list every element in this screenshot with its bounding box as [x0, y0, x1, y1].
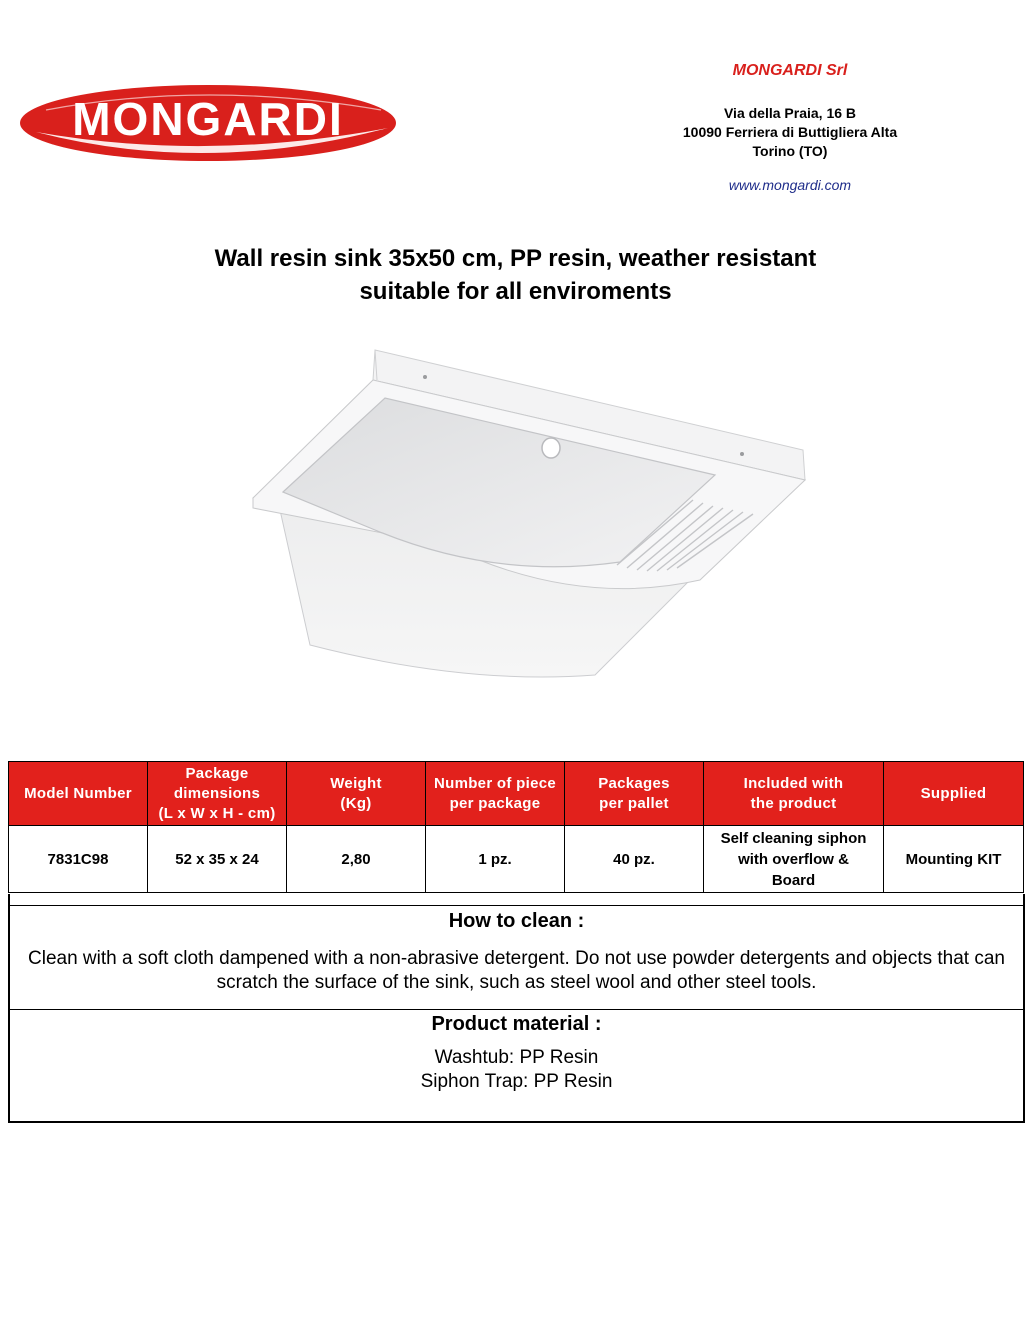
divider: [10, 1009, 1023, 1010]
spec-table: [8, 761, 1024, 893]
table-row: [9, 826, 1024, 893]
company-website-link[interactable]: www.mongardi.com: [728, 177, 852, 193]
how-to-clean-heading: How to clean :: [448, 910, 585, 932]
mongardi-logo: [16, 80, 406, 164]
logo-wordmark: MONGARDI: [72, 93, 344, 145]
cell-model-number: 7831C98: [9, 826, 148, 893]
title-line-1: Wall resin sink 35x50 cm, PP resin, weather resistant: [214, 245, 817, 272]
company-name: MONGARDI Srl: [732, 62, 848, 79]
cell-supplied: Mounting KIT: [884, 826, 1024, 893]
company-address: [640, 104, 940, 161]
spec-header-row: [9, 762, 1024, 826]
info-box: [8, 894, 1025, 1123]
material-line: Siphon Trap: PP Resin: [420, 1071, 613, 1092]
header-package-dimensions: Package dimensions (L x W x H - cm): [148, 762, 287, 826]
header-supplied: Supplied: [884, 762, 1024, 826]
header-pieces-per-package: Number of piece per package: [426, 762, 565, 826]
product-material-heading: Product material :: [431, 1013, 602, 1035]
header-packages-per-pallet: Packages per pallet: [565, 762, 704, 826]
title-line-2: suitable for all enviroments: [359, 278, 672, 305]
material-line: Washtub: PP Resin: [434, 1047, 599, 1068]
how-to-clean-text: Clean with a soft cloth dampened with a non-abrasive detergent. Do not use powder detergents and objects that can scratch the surface of the sink, such as steel wool and other steel tools.: [28, 948, 1005, 993]
address-line: Torino (TO): [752, 143, 828, 159]
address-line: 10090 Ferriera di Buttigliera Alta: [682, 124, 898, 140]
header-model-number: Model Number: [9, 762, 148, 826]
cell-pieces-per-package: 1 pz.: [426, 826, 565, 893]
header-included: Included with the product: [704, 762, 884, 826]
company-info: [640, 62, 940, 193]
page-title: [0, 242, 1031, 308]
header-weight: Weight (Kg): [287, 762, 426, 826]
cell-packages-per-pallet: 40 pz.: [565, 826, 704, 893]
product-sink-image: [245, 340, 815, 685]
cell-weight: 2,80: [287, 826, 426, 893]
cell-package-dimensions: 52 x 35 x 24: [148, 826, 287, 893]
product-material-section: [10, 1011, 1023, 1094]
how-to-clean-section: [10, 906, 1023, 1010]
cell-included: Self cleaning siphon with overflow & Board: [704, 826, 884, 893]
address-line: Via della Praia, 16 B: [723, 105, 857, 121]
